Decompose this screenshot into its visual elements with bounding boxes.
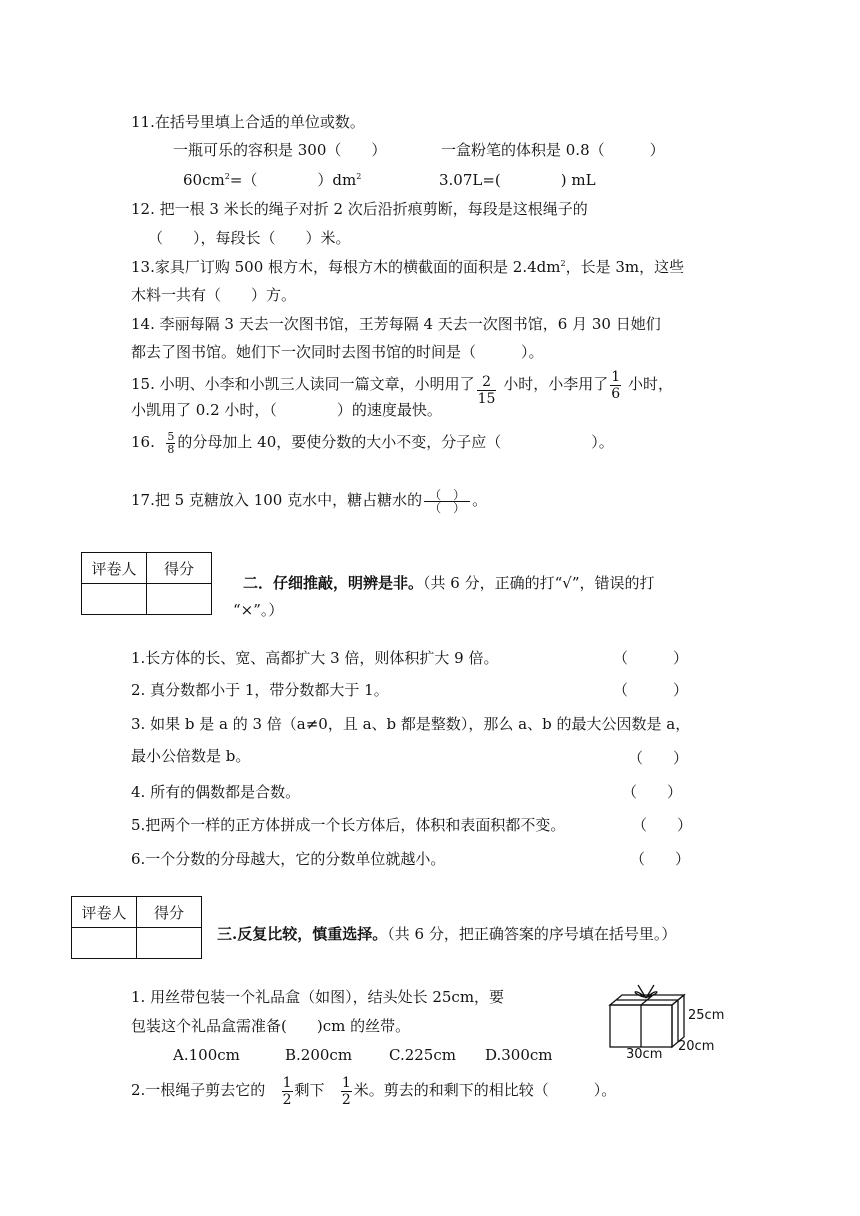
q11-item-c bbox=[183, 170, 361, 190]
q16-pre: 16. bbox=[131, 433, 155, 451]
q17-line bbox=[131, 480, 487, 520]
q11-c-sup: 2 bbox=[224, 172, 230, 181]
s3-q2-fraction-1 bbox=[282, 1075, 293, 1108]
s2-item-5: 5.把两个一样的正方体拼成一个长方体后，体积和表面积都不变。 bbox=[131, 816, 566, 834]
score-box-2-grader-header: 评卷人 bbox=[82, 553, 147, 584]
q11-c-mid: =（ ）dm bbox=[229, 171, 357, 189]
s3-q1-line1: 1. 用丝带包装一个礼品盒（如图），结头处长 25cm，要 bbox=[131, 988, 505, 1006]
q16-f-den: 8 bbox=[167, 442, 175, 456]
s2-item-4: 4. 所有的偶数都是合数。 bbox=[131, 783, 301, 801]
q13-post: ，长是 3m，这些 bbox=[565, 258, 685, 276]
q15-pre: 15. 小明、小李和小凯三人读同一篇文章，小明用了 bbox=[131, 375, 475, 393]
s2-item-3-paren[interactable]: （ ） bbox=[628, 749, 689, 767]
s3-q2-mid: 剩下 bbox=[294, 1081, 325, 1099]
q13-pre: 13.家具厂订购 500 根方木，每根方木的横截面的面积是 2.4dm bbox=[131, 258, 561, 276]
ribbon-bow bbox=[635, 985, 657, 998]
section-3-heading-rest: （共 6 分，把正确答案的序号填在括号里。） bbox=[387, 925, 677, 943]
q11-c-pre: 60cm bbox=[183, 171, 225, 189]
s3-q2-f2-den: 2 bbox=[341, 1091, 351, 1108]
s3-q2-post: 米。剪去的和剩下的相比较（ ）。 bbox=[353, 1081, 617, 1099]
q12-line1: 12. 把一根 3 米长的绳子对折 2 次后沿折痕剪断，每段是这根绳子的 bbox=[131, 200, 588, 218]
s2-item-3: 3. 如果 b 是 a 的 3 倍（a≠0，且 a、b 都是整数），那么 a、b 的最大公因数是 a， bbox=[131, 715, 691, 733]
q15-f1-num: 2 bbox=[477, 374, 497, 391]
q16-post: 的分母加上 40，要使分数的大小不变，分子应（ ）。 bbox=[177, 433, 614, 451]
q17-pre: 17.把 5 克糖放入 100 克水中，糖占糖水的 bbox=[131, 491, 423, 509]
s3-q2-line bbox=[131, 1070, 616, 1110]
s2-item-4-paren[interactable]: （ ） bbox=[622, 783, 683, 801]
q16-fraction bbox=[166, 431, 175, 456]
s3-q1-option-c[interactable]: C.225cm bbox=[389, 1046, 456, 1064]
s3-q1-option-d[interactable]: D.300cm bbox=[485, 1046, 553, 1064]
score-box-3 bbox=[71, 896, 202, 959]
q13-line2: 木料一共有（ ）方。 bbox=[131, 286, 297, 304]
score-box-2-score-cell[interactable] bbox=[147, 584, 212, 615]
q11-item-d: 3.07L=( ) mL bbox=[439, 171, 596, 189]
s3-q1-line2: 包装这个礼品盒需准备( )cm 的丝带。 bbox=[131, 1017, 411, 1035]
q11-item-a: 一瓶可乐的容积是 300（ ） bbox=[173, 141, 387, 159]
section-2-heading-rest: （共 6 分，正确的打“√”，错误的打 bbox=[423, 574, 655, 592]
s2-item-1: 1.长方体的长、宽、高都扩大 3 倍，则体积扩大 9 倍。 bbox=[131, 649, 499, 667]
q15-line2: 小凯用了 0.2 小时，（ ）的速度最快。 bbox=[131, 401, 442, 419]
q11-item-b: 一盒粉笔的体积是 0.8（ ） bbox=[441, 141, 665, 159]
q15-f1-den: 15 bbox=[477, 390, 496, 407]
q15-fraction-2 bbox=[610, 369, 621, 402]
s3-q2-f2-num: 1 bbox=[341, 1074, 351, 1091]
section-3-heading bbox=[217, 924, 676, 944]
q14-line2: 都去了图书馆。她们下一次同时去图书馆的时间是（ ）。 bbox=[131, 343, 544, 361]
q12-line2: （ ），每段长（ ）米。 bbox=[148, 229, 351, 247]
q11-c-sup2: 2 bbox=[356, 172, 362, 181]
s2-item-1-paren[interactable]: （ ） bbox=[613, 649, 689, 667]
score-box-2-grader-cell[interactable] bbox=[82, 584, 147, 615]
q11-title: 11.在括号里填上合适的单位或数。 bbox=[131, 113, 365, 131]
q16-line bbox=[131, 425, 614, 459]
q15-f2-den: 6 bbox=[611, 385, 621, 402]
score-box-2-score-header: 得分 bbox=[147, 553, 212, 584]
s2-item-6: 6.一个分数的分母越大，它的分数单位就越小。 bbox=[131, 850, 446, 868]
gift-box-length-label: 30cm bbox=[626, 1047, 663, 1062]
q13-line1 bbox=[131, 257, 684, 277]
q15-f2-num: 1 bbox=[611, 368, 621, 385]
q13-sup: 2 bbox=[560, 259, 566, 268]
q14-line1: 14. 李丽每隔 3 天去一次图书馆，王芳每隔 4 天去一次图书馆，6 月 30 日她们 bbox=[131, 315, 661, 333]
score-box-3-grader-cell[interactable] bbox=[72, 928, 137, 959]
score-box-2 bbox=[81, 552, 212, 615]
section-3-heading-bold: 三.反复比较，慎重选择。 bbox=[217, 925, 388, 943]
s3-q2-f1-num: 1 bbox=[282, 1074, 292, 1091]
q15-line1 bbox=[131, 367, 673, 407]
q17-post: 。 bbox=[472, 491, 488, 509]
q15-post: 小时， bbox=[627, 375, 673, 393]
section-2-heading-line2: “×”。） bbox=[233, 601, 284, 619]
q17-num: （ ） bbox=[424, 489, 470, 502]
score-box-3-score-cell[interactable] bbox=[137, 928, 202, 959]
gift-box-height-label: 25cm bbox=[688, 1008, 725, 1023]
q17-fraction-blank[interactable] bbox=[424, 489, 470, 514]
s2-item-5-paren[interactable]: （ ） bbox=[632, 816, 693, 834]
score-box-3-score-header: 得分 bbox=[137, 897, 202, 928]
s2-item-6-paren[interactable]: （ ） bbox=[630, 850, 691, 868]
s2-item-2-paren[interactable]: （ ） bbox=[613, 681, 689, 699]
s2-item-3-line2: 最小公倍数是 b。 bbox=[131, 747, 251, 765]
s3-q1-option-a[interactable]: A.100cm bbox=[173, 1046, 240, 1064]
s3-q1-option-b[interactable]: B.200cm bbox=[285, 1046, 353, 1064]
q15-fraction-1 bbox=[477, 373, 497, 407]
section-2-heading-bold: 二．仔细推敲，明辨是非。 bbox=[243, 574, 424, 592]
gift-box-width-label: 20cm bbox=[678, 1039, 715, 1054]
q15-mid: 小时，小李用了 bbox=[503, 375, 609, 393]
section-2-heading bbox=[243, 573, 655, 593]
q17-den: （ ） bbox=[429, 500, 466, 515]
s3-q2-fraction-2 bbox=[341, 1075, 352, 1108]
s2-item-2: 2. 真分数都小于 1，带分数都大于 1。 bbox=[131, 681, 389, 699]
q16-f-num: 5 bbox=[167, 429, 175, 443]
s3-q2-f1-den: 2 bbox=[282, 1091, 292, 1108]
score-box-3-grader-header: 评卷人 bbox=[72, 897, 137, 928]
s3-q2-pre: 2.一根绳子剪去它的 bbox=[131, 1081, 266, 1099]
